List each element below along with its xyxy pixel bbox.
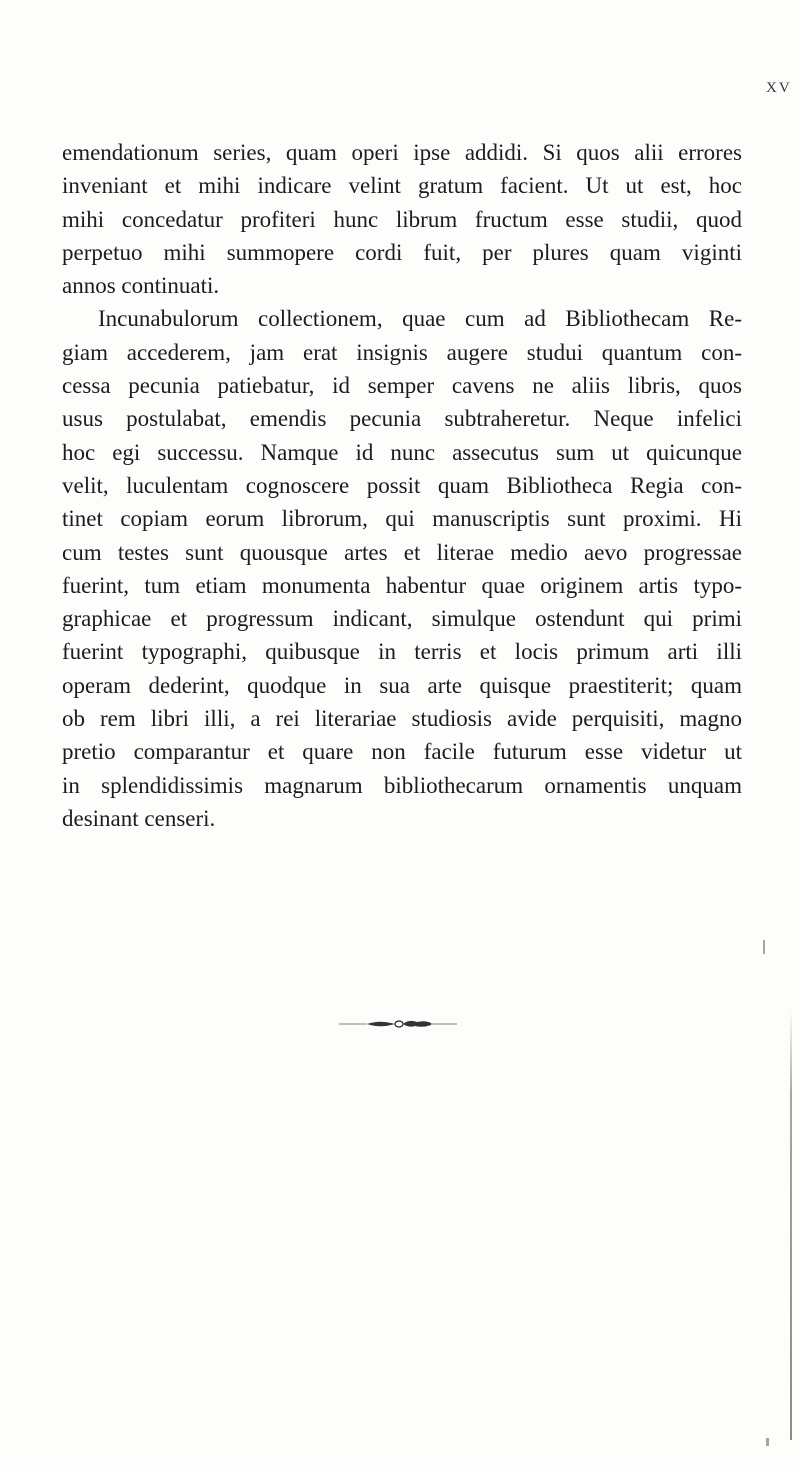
text-line: usus postulabat, emendis pecunia subtraheretur. Neque infelici (62, 406, 742, 432)
text-line: annos continuati. (62, 273, 220, 299)
text-line: perpetuo mihi summopere cordi fuit, per plures quam viginti (62, 239, 742, 265)
text-line: desinant censeri. (62, 805, 216, 831)
body-text (62, 136, 742, 835)
text-line: graphicae et progressum indicant, simulque ostendunt qui primi (62, 606, 742, 632)
stray-mark (766, 1438, 769, 1446)
text-line: ob rem libri illi, a rei literariae studiosis avide perquisiti, magno (62, 706, 742, 732)
text-line: operam dederint, quodque in sua arte quisque praestiterit; quam (62, 672, 742, 698)
text-line: tinet copiam eorum librorum, qui manuscriptis sunt proximi. Hi (62, 506, 742, 532)
text-line: emendationum series, quam operi ipse addidi. Si quos alii errores (62, 140, 742, 165)
text-line: fuerint, tum etiam monumenta habentur quae originem artis typo- (62, 572, 742, 598)
tailpiece-ornament (339, 1017, 457, 1031)
stray-mark (763, 940, 765, 954)
text-line: in splendidissimis magnarum bibliothecarum ornamentis unquam (62, 772, 742, 798)
page-number: XV (766, 80, 792, 96)
text-line: fuerint typographi, quibusque in terris et locis primum arti illi (62, 639, 742, 665)
text-line: pretio comparantur et quare non facile futurum esse videtur ut (62, 739, 742, 765)
text-line: velit, luculentam cognoscere possit quam Bibliotheca Regia con- (62, 472, 742, 498)
text-line: inveniant et mihi indicare velint gratum facient. Ut ut est, hoc (62, 173, 742, 199)
text-line: cum testes sunt quousque artes et literae medio aevo progressae (62, 539, 742, 565)
text-line: mihi concedatur profiteri hunc librum fructum esse studii, quod (62, 206, 742, 232)
text-line: cessa pecunia patiebatur, id semper cavens ne aliis libris, quos (62, 373, 742, 399)
text-line: hoc egi successu. Namque id nunc assecutus sum ut quicunque (62, 439, 742, 465)
page-edge-shadow (790, 1010, 792, 1440)
text-line: Incunabulorum collectionem, quae cum ad Bibliothecam Re- (98, 306, 742, 332)
text-line: giam accederem, jam erat insignis augere studui quantum con- (62, 339, 742, 365)
